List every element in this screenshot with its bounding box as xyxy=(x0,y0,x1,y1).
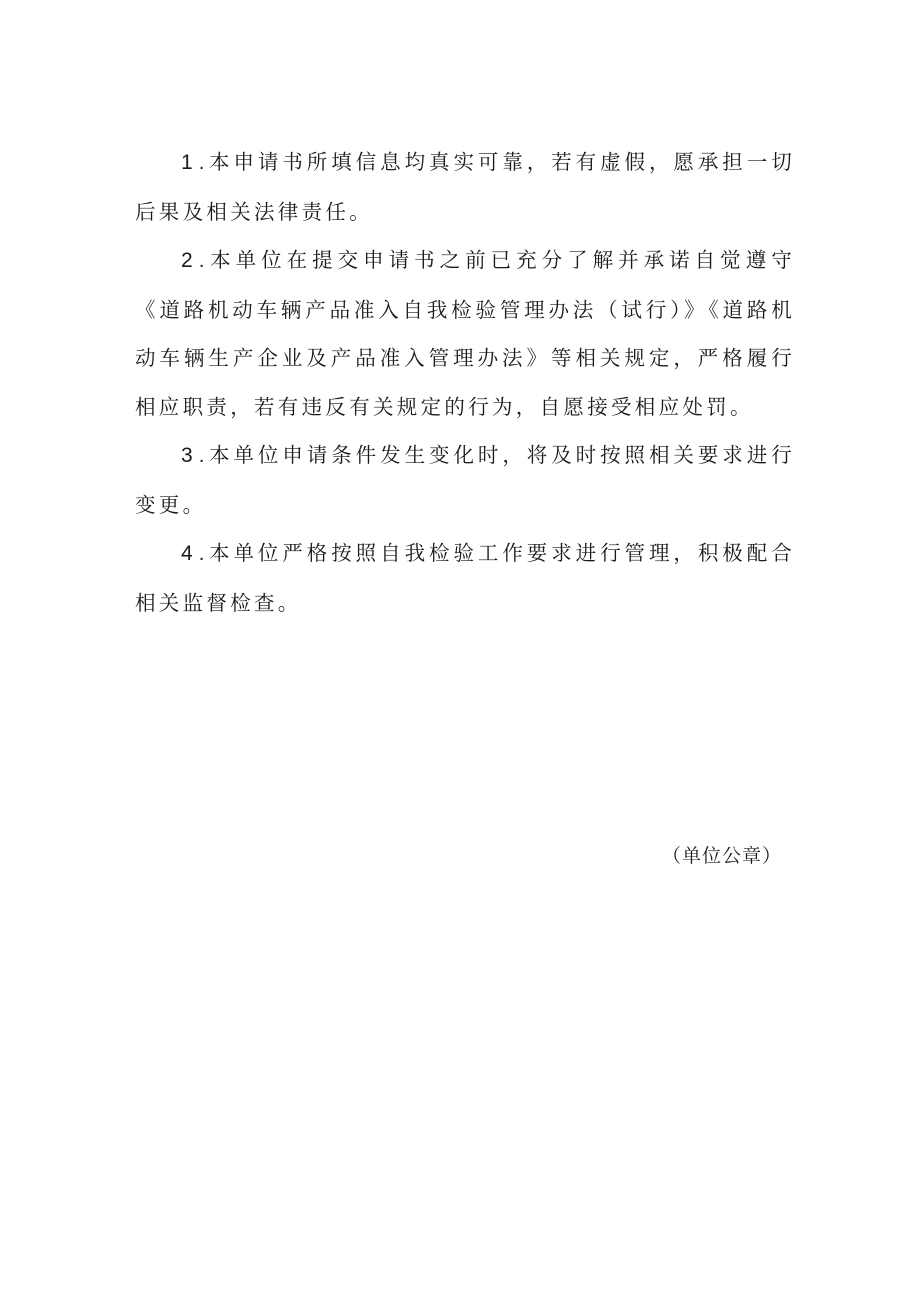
commitment-text: 本单位严格按照自我检验工作要求进行管理，积极配合相关监督检查。 xyxy=(135,541,795,615)
commitment-number: 3 xyxy=(181,444,193,467)
commitment-item-4 xyxy=(135,529,795,627)
commitment-item-3 xyxy=(135,431,795,529)
commitment-number: 1 xyxy=(181,151,193,174)
commitment-number: 2 xyxy=(181,249,193,272)
commitment-text: 本单位在提交申请书之前已充分了解并承诺自觉遵守《道路机动车辆产品准入自我检验管理办法（试行）》《道路机动车辆生产企业及产品准入管理办法》等相关规定，严格履行相应职责，若有违反有关规定的行为，自愿接受相应处罚。 xyxy=(135,248,795,419)
company-seal-label: （单位公章） xyxy=(662,845,783,867)
commitment-text: 本单位申请条件发生变化时，将及时按照相关要求进行变更。 xyxy=(135,443,795,517)
commitment-list xyxy=(135,138,795,627)
commitment-text: 本申请书所填信息均真实可靠，若有虚假，愿承担一切后果及相关法律责任。 xyxy=(135,150,795,224)
commitment-item-1 xyxy=(135,138,795,236)
commitment-separator: . xyxy=(198,249,205,272)
commitment-separator: . xyxy=(198,542,205,565)
commitment-separator: . xyxy=(198,151,205,174)
commitment-separator: . xyxy=(198,444,205,467)
commitment-number: 4 xyxy=(181,542,193,565)
commitment-item-2 xyxy=(135,236,795,431)
